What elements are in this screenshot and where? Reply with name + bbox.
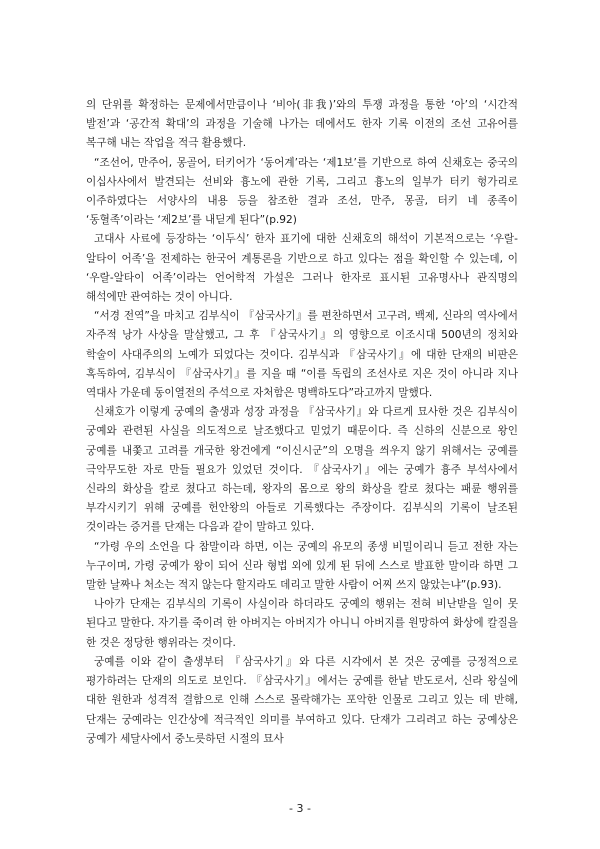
body-text (86, 96, 518, 749)
quote-paragraph: “조선어, 만주어, 몽골어, 터키어가 ‘동어계’라는 ‘제1보’를 기반으로 하여 신채호는 중국의 이십사사에서 발견되는 선비와 흉노에 관한 기록, 그리고 흉노의 일부가 터키 헝가리로 이주하였다는 서양사의 내용 등을 참조한 결과 조선, 만주, 몽골, 터키 네 종족이 ‘동혈족’이라는 ‘제2보’를 내딛게 된다”(p.92) (86, 156, 518, 227)
page-number: - 3 - (289, 802, 311, 815)
quote-paragraph: “가령 우의 소언을 다 참말이라 하면, 이는 궁예의 유모의 종생 비밀이리니 듣고 전한 자는 누구이며, 가령 궁예가 왕이 되어 신라 형법 외에 있게 된 뒤에 스스로 발표한 말이라 하면 그 말한 날짜나 처소는 적지 않는다 할지라도 데리고 말한 사람이 어찌 쓰지 않았는냐”(p.93). (86, 540, 518, 592)
paragraph: 의 단위를 확정하는 문제에서만큼이나 ‘비아(非我)’와의 투쟁 과정을 통한 ‘아’의 ‘시간적 발전’과 ‘공간적 확대’의 과정을 기술해 나가는 데에서도 한자 기록 이전의 조선 고유어를 복구해 내는 작업을 적극 활용했다. (86, 99, 518, 150)
paragraph: 신채호가 이렇게 궁예의 출생과 성장 과정을 『삼국사기』와 다르게 묘사한 것은 김부식이 궁예와 관련된 사실을 의도적으로 날조했다고 믿었기 때문이다. 즉 신하의 신분으로 왕인 궁예를 내쫓고 고려를 개국한 왕건에게 “이신시군”의 오명을 씌우지 않기 위해서는 궁예를 극악무도한 자로 만들 필요가 있었던 것이다. 『삼국사기』에는 궁예가 흉주 부석사에서 신라의 화상을 칼로 쳤다고 하는데, 왕자의 몸으로 왕의 화상을 칼로 쳤다는 패륜 행위를 부각시키기 위해 궁예를 헌안왕의 아들로 기록했다는 주장이다. 김부식의 기록이 날조된 것이라는 증거를 단재는 다음과 같이 말하고 있다. (86, 406, 518, 534)
paragraph: 나아가 단재는 김부식의 기록이 사실이라 하더라도 궁예의 행위는 전혀 비난받을 일이 못 된다고 말한다. 자기를 죽이려 한 아버지는 아버지가 아니니 아버지를 원망하여 화상에 칼질을 한 것은 정당한 행위라는 것이다. (86, 598, 518, 649)
paragraph: 고대사 사료에 등장하는 ‘이두식’ 한자 표기에 대한 신채호의 해석이 기본적으로는 ‘우랄-알타이 어족’을 전제하는 한국어 계통론을 기반으로 하고 있다는 점을 확인할 수 있는데, 이 ‘우랄-알타이 어족’이라는 언어학적 가설은 그러나 한자로 표시된 고유명사나 관직명의 해석에만 관여하는 것이 아니다. (86, 233, 518, 304)
paragraph: 궁예를 이와 같이 출생부터 『삼국사기』와 다른 시각에서 본 것은 궁예를 긍정적으로 평가하려는 단재의 의도로 보인다. 『삼국사기』에서는 궁예를 한낱 반도로서, 신라 왕실에 대한 원한과 성격적 결함으로 인해 스스로 몰락해가는 포악한 인물로 그리고 있는 데 반해, 단재는 궁예라는 인간상에 적극적인 의미를 부여하고 있다. 단재가 그리려고 하는 궁예상은 궁예가 세달사에서 중노릇하던 시절의 묘사 (86, 655, 518, 745)
quote-paragraph: “서경 전역”을 마치고 김부식이 『삼국사기』를 편찬하면서 고구려, 백제, 신라의 역사에서 자주적 낭가 사상을 말살했고, 그 후 『삼국사기』의 영향으로 이조시대 500년의 정치와 학술이 사대주의의 노예가 되었다는 것이다. 김부식과 『삼국사기』에 대한 단재의 비판은 혹독하여, 김부식이 『삼국사기』를 지을 때 “이를 독립의 조선사로 지은 것이 아니라 지나 역대사 가운데 동이열전의 주석으로 자처함은 명백하도다”라고까지 말했다. (86, 310, 518, 400)
